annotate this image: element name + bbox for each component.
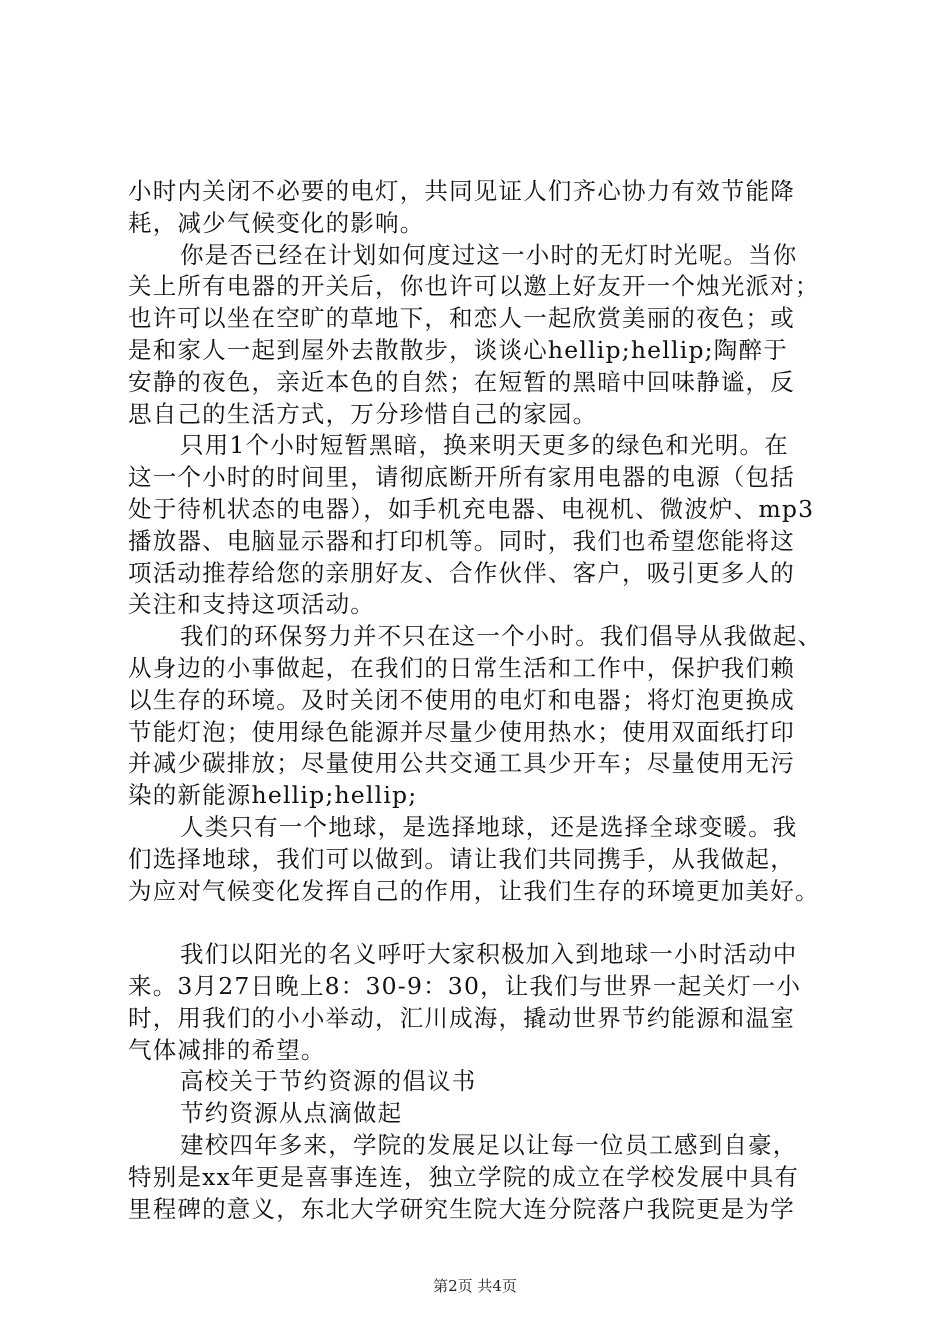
text-line: 安静的夜色，亲近本色的自然；在短暂的黑暗中回味静谧，反 bbox=[128, 367, 795, 396]
text-line: 关上所有电器的开关后，你也许可以邀上好友开一个烛光派对； bbox=[128, 272, 820, 301]
paragraph-start-line: 人类只有一个地球，是选择地球，还是选择全球变暖。我 bbox=[180, 812, 798, 841]
text-line: 节能灯泡；使用绿色能源并尽量少使用热水；使用双面纸打印 bbox=[128, 717, 795, 746]
text-line: 们选择地球，我们可以做到。请让我们共同携手，从我做起， bbox=[128, 844, 795, 873]
paragraph-start-line: 我们以阳光的名义呼吁大家积极加入到地球一小时活动中 bbox=[180, 940, 798, 969]
text-line: 是和家人一起到屋外去散散步，谈谈心hellip;hellip;陶醉于 bbox=[128, 335, 788, 364]
paragraph-start-line: 你是否已经在计划如何度过这一小时的无灯时光呢。当你 bbox=[180, 240, 798, 269]
text-line: 关注和支持这项活动。 bbox=[128, 590, 375, 619]
text-line: 从身边的小事做起，在我们的日常生活和工作中，保护我们赖 bbox=[128, 653, 795, 682]
text-line: 小时内关闭不必要的电灯，共同见证人们齐心协力有效节能降 bbox=[128, 177, 795, 205]
text-line: 特别是xx年更是喜事连连，独立学院的成立在学校发展中具有 bbox=[128, 1162, 800, 1191]
text-line: 也许可以坐在空旷的草地下，和恋人一起欣赏美丽的夜色；或 bbox=[128, 304, 795, 333]
paragraph-start-line: 只用1个小时短暂黑暗，换来明天更多的绿色和光明。在 bbox=[180, 431, 789, 460]
text-line: 并减少碳排放；尽量使用公共交通工具少开车；尽量使用无污 bbox=[128, 749, 795, 778]
text-line: 耗，减少气候变化的影响。 bbox=[128, 208, 425, 237]
text-line: 处于待机状态的电器），如手机充电器、电视机、微波炉、mp3 bbox=[128, 494, 815, 523]
text-line: 以生存的环境。及时关闭不使用的电灯和电器；将灯泡更换成 bbox=[128, 685, 795, 714]
text-line: 气体减排的希望。 bbox=[128, 1035, 326, 1064]
section-subtitle: 节约资源从点滴做起 bbox=[180, 1099, 403, 1128]
text-line: 思自己的生活方式，万分珍惜自己的家园。 bbox=[128, 399, 598, 428]
text-line: 项活动推荐给您的亲朋好友、合作伙伴、客户，吸引更多人的 bbox=[128, 558, 795, 587]
document-body bbox=[128, 176, 852, 1225]
text-line: 来。3月27日晚上8：30-9：30，让我们与世界一起关灯一小 bbox=[128, 971, 802, 1000]
text-line: 播放器、电脑显示器和打印机等。同时，我们也希望您能将这 bbox=[128, 526, 795, 555]
text-line: 时，用我们的小小举动，汇川成海，撬动世界节约能源和温室 bbox=[128, 1003, 795, 1032]
paragraph-start-line: 建校四年多来，学院的发展足以让每一位员工感到自豪， bbox=[180, 1130, 798, 1159]
section-title: 高校关于节约资源的倡议书 bbox=[180, 1067, 477, 1096]
paragraph-start-line: 我们的环保努力并不只在这一个小时。我们倡导从我做起、 bbox=[180, 622, 823, 651]
text-line: 染的新能源hellip;hellip; bbox=[128, 781, 418, 810]
text-line: 为应对气候变化发挥自己的作用，让我们生存的环境更加美好。 bbox=[128, 876, 820, 905]
text-line: 里程碑的意义，东北大学研究生院大连分院落户我院更是为学 bbox=[128, 1194, 795, 1223]
text-line: 这一个小时的时间里，请彻底断开所有家用电器的电源（包括 bbox=[128, 463, 795, 492]
paragraph-gap bbox=[128, 907, 852, 939]
page-footer: 第2页 共4页 bbox=[433, 1277, 517, 1295]
